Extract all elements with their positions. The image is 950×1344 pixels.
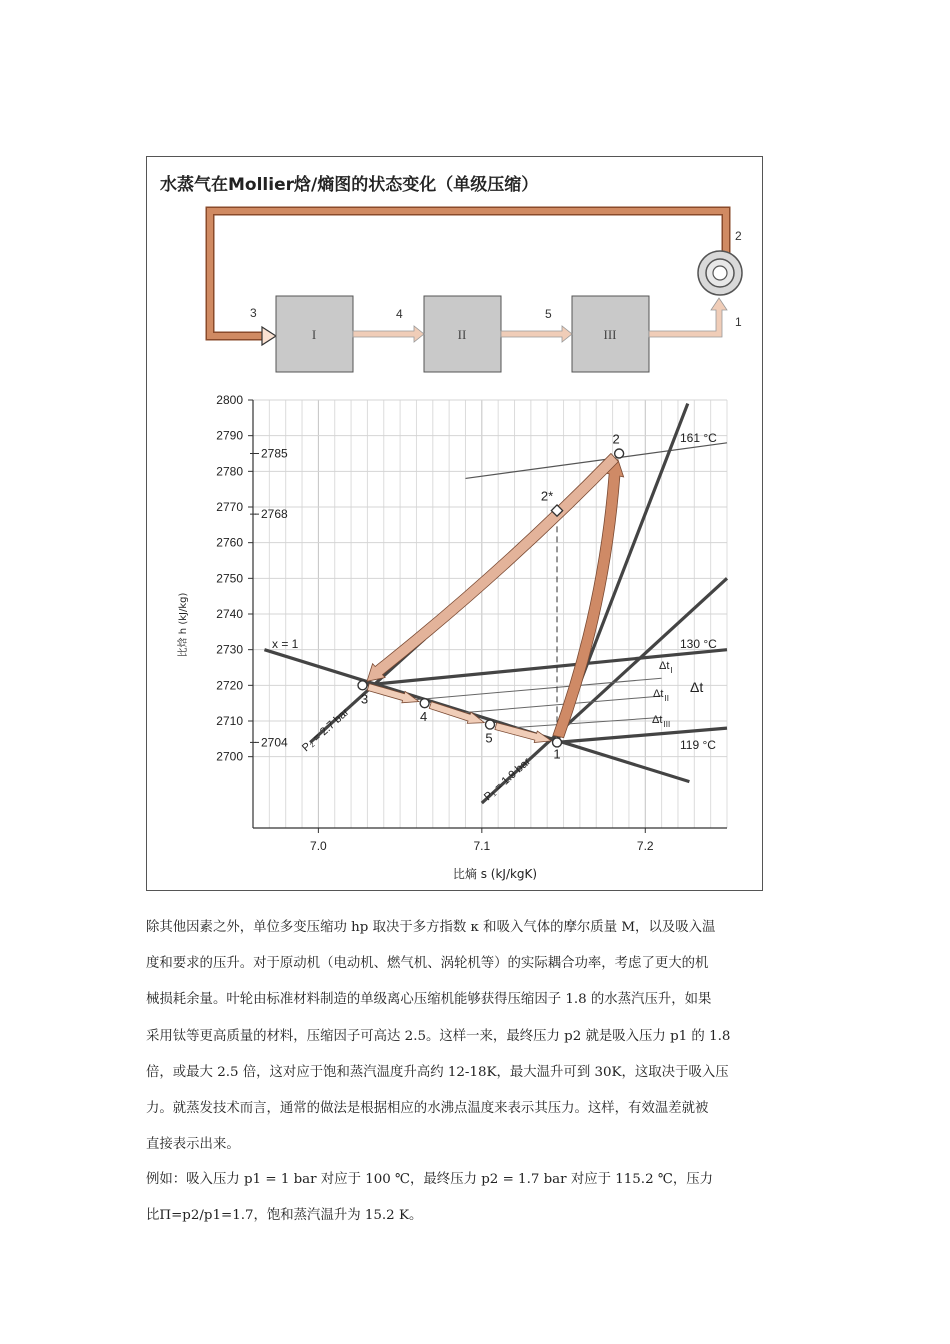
y-tick-label: 2780 <box>216 464 243 479</box>
compressor-icon <box>698 251 742 295</box>
state-point-label: 5 <box>485 730 493 746</box>
paragraph-line: 倍，或最大 2.5 倍，这对应于饱和蒸汽温度升高约 12-18K，最大温升可到 30K，这取决于吸入压 <box>146 1064 729 1080</box>
paragraph-line: 比Π=p2/p1=1.7，饱和蒸汽温升为 15.2 K。 <box>146 1208 423 1224</box>
body-paragraph <box>146 910 806 1163</box>
pipe-1 <box>649 298 727 337</box>
connection-label: 5 <box>545 307 552 321</box>
connection-label: 1 <box>735 315 742 329</box>
paragraph-line: 采用钛等更高质量的材料，压缩因子可高达 2.5。这样一来，最终压力 p2 就是吸入压力 p1 的 1.8 <box>146 1028 731 1044</box>
paragraph-line: 除其他因素之外，单位多变压缩功 hp 取决于多方指数 κ 和吸入气体的摩尔质量 M，以及吸入温 <box>146 920 716 935</box>
paragraph-line: 械损耗余量。叶轮由标准材料制造的单级离心压缩机能够获得压缩因子 1.8 的水蒸汽压升，如果 <box>146 992 712 1008</box>
x-axis-label: 比熵 s (kJ/kgK) <box>452 867 538 881</box>
state-point-label: 2 <box>612 431 620 447</box>
connection-label: 2 <box>735 229 742 243</box>
state-point-label: 4 <box>420 709 428 725</box>
state-point-label: 1 <box>553 746 561 762</box>
x-tick-label: 7.1 <box>473 839 491 853</box>
stage-label: III <box>603 327 617 342</box>
example-paragraph <box>146 1162 806 1234</box>
isoline-label: 119 °C <box>680 738 716 752</box>
y-tick-label: 2760 <box>216 535 243 550</box>
x-tick-label: 7.0 <box>310 839 327 853</box>
chart-grid <box>253 400 727 828</box>
marked-value-label: 2768 <box>261 507 288 522</box>
delta-t-line <box>449 696 661 714</box>
y-tick-label: 2770 <box>216 500 243 514</box>
y-tick-label: 2730 <box>216 642 243 657</box>
isoline-label: 130 °C <box>680 637 717 651</box>
delta-t-label: Δt <box>690 679 704 695</box>
process-arrow <box>367 684 419 703</box>
marked-value-label: 2704 <box>261 735 288 750</box>
chart-axes <box>216 393 727 853</box>
state-point-marker <box>420 699 429 708</box>
y-tick-label: 2740 <box>216 607 243 621</box>
paragraph-line: 例如：吸入压力 p1 = 1 bar 对应于 100 ℃，最终压力 p2 = 1.7 bar 对应于 115.2 ℃，压力 <box>146 1172 713 1187</box>
y-tick-label: 2700 <box>216 749 243 764</box>
stage-label: II <box>457 327 467 342</box>
chart-lines <box>264 404 727 803</box>
state-point-label: 2* <box>540 488 554 504</box>
x-tick-label: 7.2 <box>636 839 654 853</box>
delta-t-subscript: III <box>663 720 671 729</box>
state-point-marker <box>486 720 495 729</box>
mollier-chart <box>176 393 727 881</box>
delta-t-label: Δt <box>652 714 663 726</box>
isoline-label: 161 °C <box>680 431 717 445</box>
y-tick-label: 2790 <box>216 428 243 443</box>
pipe-5 <box>501 326 572 342</box>
y-tick-label: 2720 <box>216 678 243 693</box>
isoline-label: x = 1 <box>272 637 299 651</box>
process-arrow <box>429 702 484 724</box>
delta-t-label: Δt <box>653 688 664 700</box>
delta-t-label: Δt <box>659 660 670 672</box>
figure-title: 水蒸气在Mollier焓/熵图的状态变化（单级压缩） <box>160 175 539 195</box>
connection-label: 4 <box>396 307 403 321</box>
paragraph-line: 力。就蒸发技术而言，通常的做法是根据相应的水沸点温度来表示其压力。这样，有效温差就被 <box>146 1101 709 1117</box>
isoline-label: P₁ = 1.9 bar <box>481 755 533 804</box>
delta-t-line <box>416 678 664 700</box>
state-point-label: 3 <box>360 691 369 707</box>
pipe-4 <box>353 326 424 342</box>
delta-t-subscript: II <box>664 694 669 703</box>
inlet-arrow <box>262 327 276 345</box>
stage-label: I <box>311 327 317 342</box>
state-point-marker <box>358 681 367 690</box>
state-point-marker <box>615 449 624 458</box>
chart-labels <box>272 431 717 803</box>
connection-label: 3 <box>250 306 257 320</box>
delta-t-line <box>506 717 661 728</box>
chart-arrows <box>367 453 624 742</box>
delta-t-subscript: I <box>670 666 673 675</box>
marked-value-label: 2785 <box>261 446 288 461</box>
isoline-label: P₂ = 2.7 bar <box>299 706 352 755</box>
y-tick-label: 2750 <box>216 571 243 586</box>
y-axis-label: 比焓 h (kJ/kg) <box>178 592 189 658</box>
paragraph-line: 度和要求的压升。对于原动机（电动机、燃气机、涡轮机等）的实际耦合功率，考虑了更大的机 <box>146 956 709 972</box>
y-tick-label: 2800 <box>216 393 243 407</box>
paragraph-line: 直接表示出来。 <box>146 1137 240 1153</box>
y-tick-label: 2710 <box>216 714 243 728</box>
flow-schematic <box>210 211 742 372</box>
